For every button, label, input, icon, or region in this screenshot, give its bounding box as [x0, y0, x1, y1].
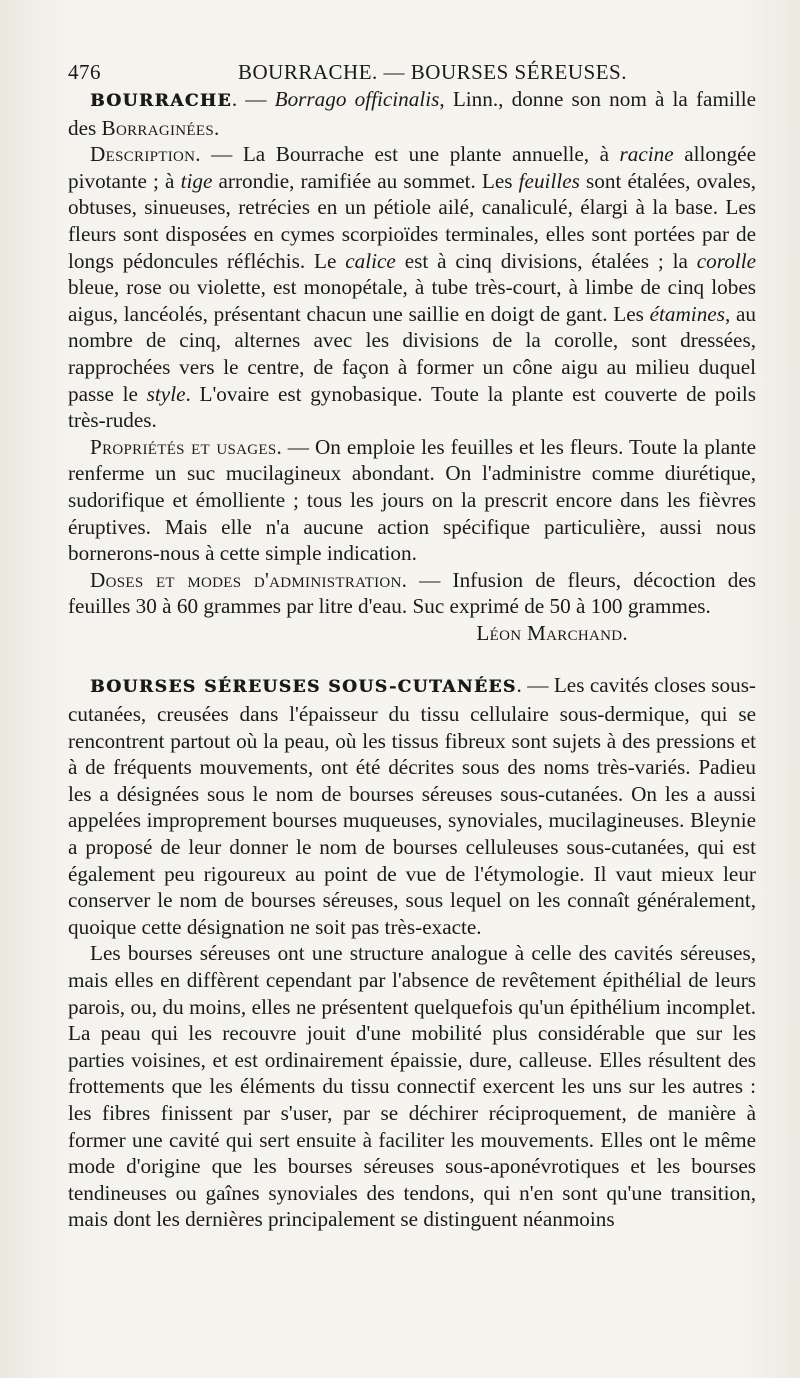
italic-term: étamines [649, 301, 725, 326]
italic-term: feuilles [518, 168, 580, 193]
text-run: . — [231, 87, 275, 111]
family-name: Borraginées [101, 115, 214, 140]
text-run: . — On emploie les feuilles et les fleurs. Toute la plante renferme un suc mucilagineux abondant. On l'administre comme diurétique, sudorifique et émolliente ; tous les jours on la prescrit encore dans les fièvres éruptives. Mais elle n'a aucune action spécifique particulière, aussi nous bornerons-nous à cette simple indication. [68, 434, 756, 566]
italic-term: corolle [696, 248, 756, 273]
entry-bourrache-intro [68, 86, 756, 141]
text-run: , au nombre de cinq, alternes avec les divisions de la corolle, sont dressées, rapprochées vers le centre, de façon à former un cône aigu au milieu duquel passe le [68, 301, 757, 406]
page-number: 476 [68, 60, 101, 84]
description-label: Description [90, 142, 196, 167]
doses-label: Doses et modes d'administration [90, 567, 402, 592]
section-gap [68, 646, 756, 672]
text-run: . — Infusion de fleurs, décoction des feuilles 30 à 60 grammes par litre d'eau. Suc exprimé de 50 à 100 grammes. [68, 567, 757, 619]
body-text [68, 86, 756, 1233]
text-run: , Linn., donne son nom à la famille des [68, 87, 756, 140]
description-paragraph [68, 141, 756, 434]
running-head [68, 52, 756, 86]
italic-term: racine [619, 142, 674, 167]
doses-paragraph [68, 567, 756, 620]
italic-term: style [146, 381, 186, 406]
text-run: sont étalées, ovales, obtuses, sinueuses, retrécies en un pétiole ailé, canaliculé, élargi à la base. Les fleurs sont disposées en cymes scorpioïdes terminales, elles sont portées par de longs pédoncules réfléchis. Le [68, 168, 756, 273]
italic-term: calice [345, 248, 396, 273]
entry-heading-bourses: BOURSES SÉREUSES SOUS-CUTANÉES [90, 677, 517, 698]
properties-paragraph [68, 434, 756, 567]
text-run: . [213, 115, 220, 140]
author-signature: Léon Marchand. [476, 620, 628, 645]
text-run: bleue, rose ou violette, est monopétale, à tube très-court, à limbe de cinq lobes aigus, lancéolés, présentant chacun une saillie en doigt de gant. Les [68, 275, 756, 326]
bourses-paragraph-2: Les bourses séreuses ont une structure analogue à celle des cavités séreuses, mais elles en diffèrent cependant par l'absence de revêtement épithélial de leurs parois, ou, du moins, elles ne présentent quelquefois qu'un épithélium incomplet. La peau qui les recouvre jouit d'une mobilité plus considérable que sur les parties voisines, et est ordinairement épaissie, dure, calleuse. Elles résultent des frottements que les éléments du tissu connectif exercent les uns sur les autres : les fibres finissent par s'user, par se déchirer réciproquement, de manière à former une cavité qui sert ensuite à faciliter les mouvements. Elles ont le même mode d'origine que les bourses séreuses sous-aponévrotiques et les bourses tendineuses ou gaînes synoviales des tendons, qui n'en sont qu'une transition, mais dont les dernières principalement se distinguent néanmoins [68, 941, 756, 1232]
latin-name: Borrago officinalis [274, 87, 440, 111]
text-run: . — La Bourrache est une plante annuelle, à [195, 142, 620, 167]
entry-heading-bourrache: BOURRACHE [90, 91, 232, 111]
text-run: . — Les cavités closes sous-cutanées, creusées dans l'épaisseur du tissu cellulaire sous-dermique, qui se rencontrent partout où la peau, où les tissus fibreux sont sujets à des pressions et à de fréquents mouvements, ont été décrites sous des noms très-variés. Padieu les a désignées sous le nom de bourses séreuses sous-cutanées. On les a aussi appelées improprement bourses muqueuses, synoviales, mucilagineuses. Bleynie a proposé de leur donner le nom de bourses celluleuses sous-cutanées, qui est également peu rigoureux au point de vue de l'étymologie. Il vaut mieux leur conserver le nom de bourses séreuses, sous lequel on les connaît généralement, quoique cette désignation ne soit pas très-exacte. [68, 673, 756, 939]
text-run: . L'ovaire est gynobasique. Toute la plante est couverte de poils très-rudes. [68, 381, 757, 433]
text-run: arrondie, ramifiée au sommet. Les [212, 168, 519, 193]
text-run: est à cinq divisions, étalées ; la [395, 248, 697, 273]
text-run: allongée pivotante ; à [68, 142, 756, 193]
running-title: BOURRACHE. — BOURSES SÉREUSES. [238, 60, 627, 84]
italic-term: tige [180, 168, 213, 193]
properties-label: Propriétés et usages [90, 434, 277, 459]
entry-bourses-intro [68, 672, 756, 940]
